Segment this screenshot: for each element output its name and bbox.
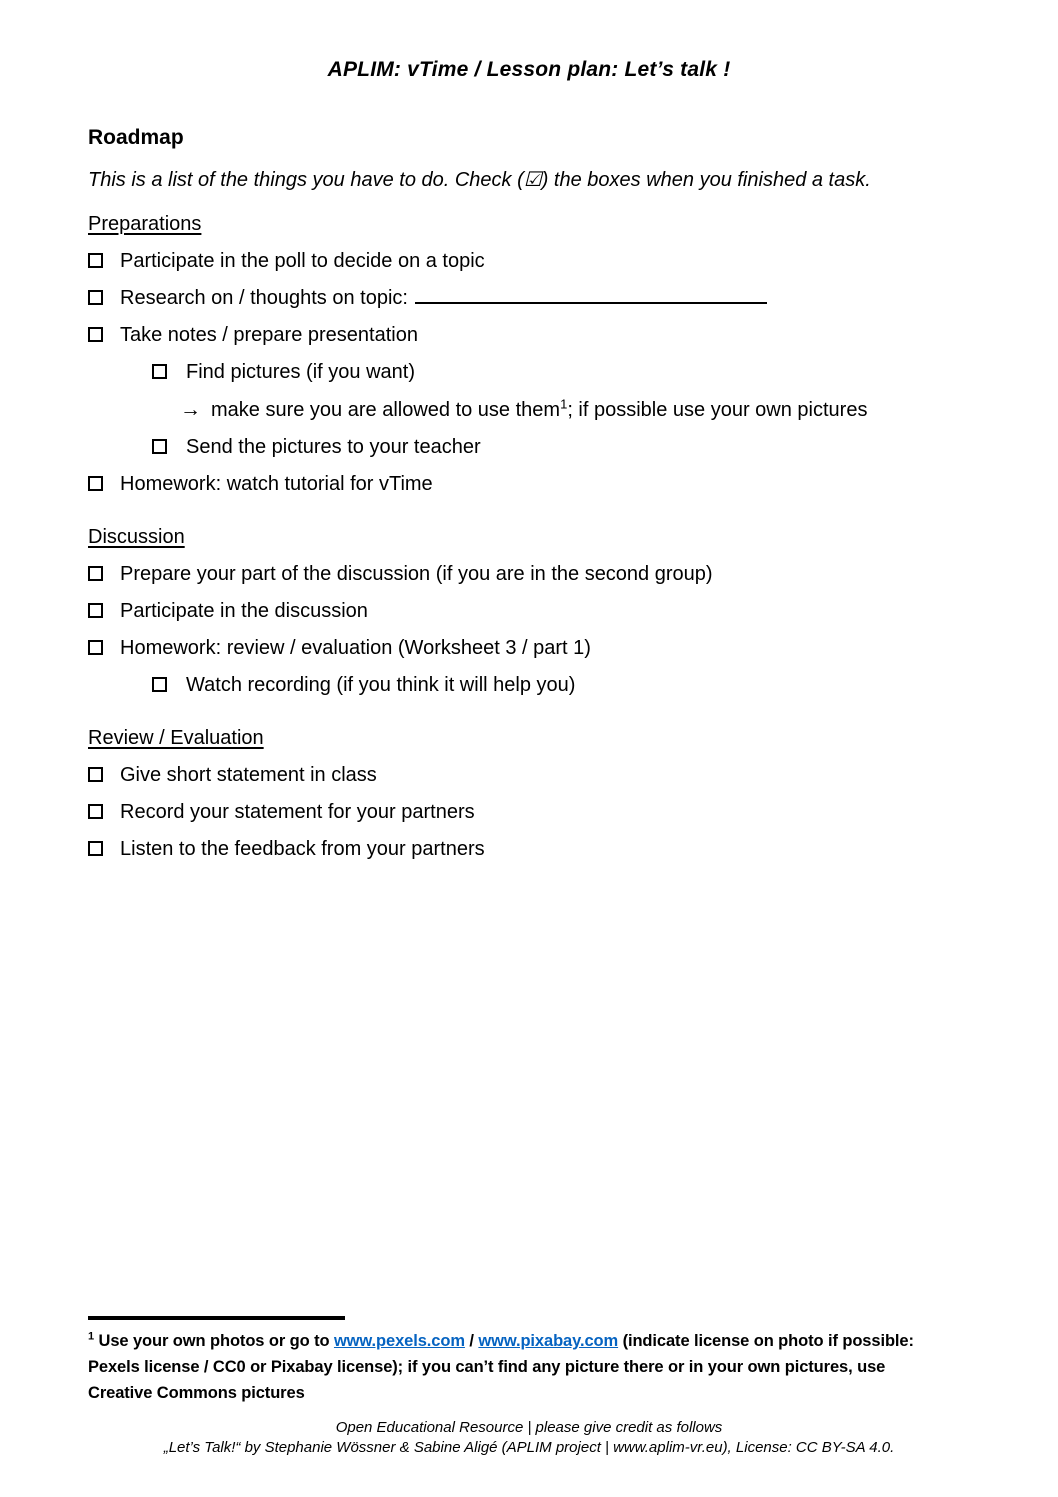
checklist-item-label: Homework: review / evaluation (Worksheet 3 / part 1) — [120, 637, 591, 659]
checkbox[interactable] — [152, 439, 167, 454]
section-preparations — [0, 213, 1058, 496]
footnote — [88, 1316, 933, 1406]
checklist-item-label: Send the pictures to your teacher — [186, 436, 481, 458]
checklist-item-label: Research on / thoughts on topic: — [120, 287, 408, 309]
checkbox[interactable] — [88, 327, 103, 342]
checklist-item — [88, 287, 970, 310]
checklist-item-label-continued: ; if possible use your own pictures — [567, 399, 868, 421]
checklist-item — [88, 563, 970, 586]
checklist-item — [88, 801, 970, 824]
footnote-link-separator: / — [464, 1332, 479, 1350]
checkbox[interactable] — [152, 677, 167, 692]
checklist-item-label: Prepare your part of the discussion (if you are in the second group) — [120, 563, 713, 585]
checklist-item — [88, 838, 970, 861]
pexels-link[interactable]: www.pexels.com — [333, 1332, 465, 1350]
checkbox[interactable] — [152, 364, 167, 379]
section-review-evaluation — [0, 727, 1058, 861]
footnote-separator-rule — [88, 1316, 345, 1320]
checklist-item-label: make sure you are allowed to use them — [211, 399, 561, 421]
section-heading: Discussion — [88, 526, 185, 548]
checklist-item — [88, 324, 970, 347]
checkbox[interactable] — [88, 767, 103, 782]
checklist-item-label: Record your statement for your partners — [120, 801, 475, 823]
pixabay-link[interactable]: www.pixabay.com — [478, 1332, 619, 1350]
checklist-item-label: Homework: watch tutorial for vTime — [120, 473, 433, 495]
checklist-item — [88, 637, 970, 660]
section-heading: Review / Evaluation — [88, 727, 264, 749]
checklist-item-label: Find pictures (if you want) — [186, 361, 415, 383]
arrow-icon: → — [180, 398, 201, 421]
checkbox[interactable] — [88, 290, 103, 305]
footnote-text-after: (indicate license on photo if possible: Pexels license / CC0 or Pixabay license); if you can’t find any picture there or in your own pictures, use Creative Commons pictures — [88, 1332, 914, 1402]
checklist-item-label: Participate in the poll to decide on a topic — [120, 250, 485, 272]
checklist-item — [88, 600, 970, 623]
checklist-sections — [0, 213, 1058, 861]
checklist-item — [88, 473, 970, 496]
checklist-item-label: Participate in the discussion — [120, 600, 368, 622]
checklist-item — [152, 436, 970, 459]
checklist-item-label: Take notes / prepare presentation — [120, 324, 418, 346]
checklist-item — [88, 250, 970, 273]
checkbox[interactable] — [88, 253, 103, 268]
checklist-item — [152, 361, 970, 384]
checkbox[interactable] — [88, 640, 103, 655]
page-footer — [0, 1418, 1058, 1457]
checkbox[interactable] — [88, 841, 103, 856]
footnote-text — [88, 1328, 933, 1406]
footer-credit-line: Open Educational Resource | please give credit as follows — [335, 1419, 723, 1436]
checkbox[interactable] — [88, 476, 103, 491]
footer-license-line: „Let’s Talk!“ by Stephanie Wössner & Sabine Aligé (APLIM project | www.aplim-vr.eu), License: CC BY-SA 4.0. — [163, 1438, 895, 1456]
intro-text: This is a list of the things you have to do. Check (☑) the boxes when you finished a task. — [88, 169, 871, 191]
checkbox[interactable] — [88, 603, 103, 618]
topic-blank-line — [415, 302, 767, 304]
section-heading: Preparations — [88, 213, 202, 235]
checklist-item-label: Watch recording (if you think it will help you) — [186, 674, 576, 696]
checklist-item — [180, 398, 970, 422]
checklist-item — [152, 674, 970, 697]
footnote-text-before: Use your own photos or go to — [94, 1332, 334, 1350]
footnote-reference: 1 — [560, 396, 568, 412]
checklist-item-label: Listen to the feedback from your partners — [120, 838, 485, 860]
footnote-marker: 1 — [88, 1330, 95, 1343]
section-discussion — [0, 526, 1058, 697]
checkbox[interactable] — [88, 804, 103, 819]
page-title: APLIM: vTime / Lesson plan: Let’s talk ! — [327, 58, 731, 81]
checklist-item — [88, 764, 970, 787]
roadmap-heading: Roadmap — [88, 126, 184, 149]
checkbox[interactable] — [88, 566, 103, 581]
checklist-item-label: Give short statement in class — [120, 764, 377, 786]
